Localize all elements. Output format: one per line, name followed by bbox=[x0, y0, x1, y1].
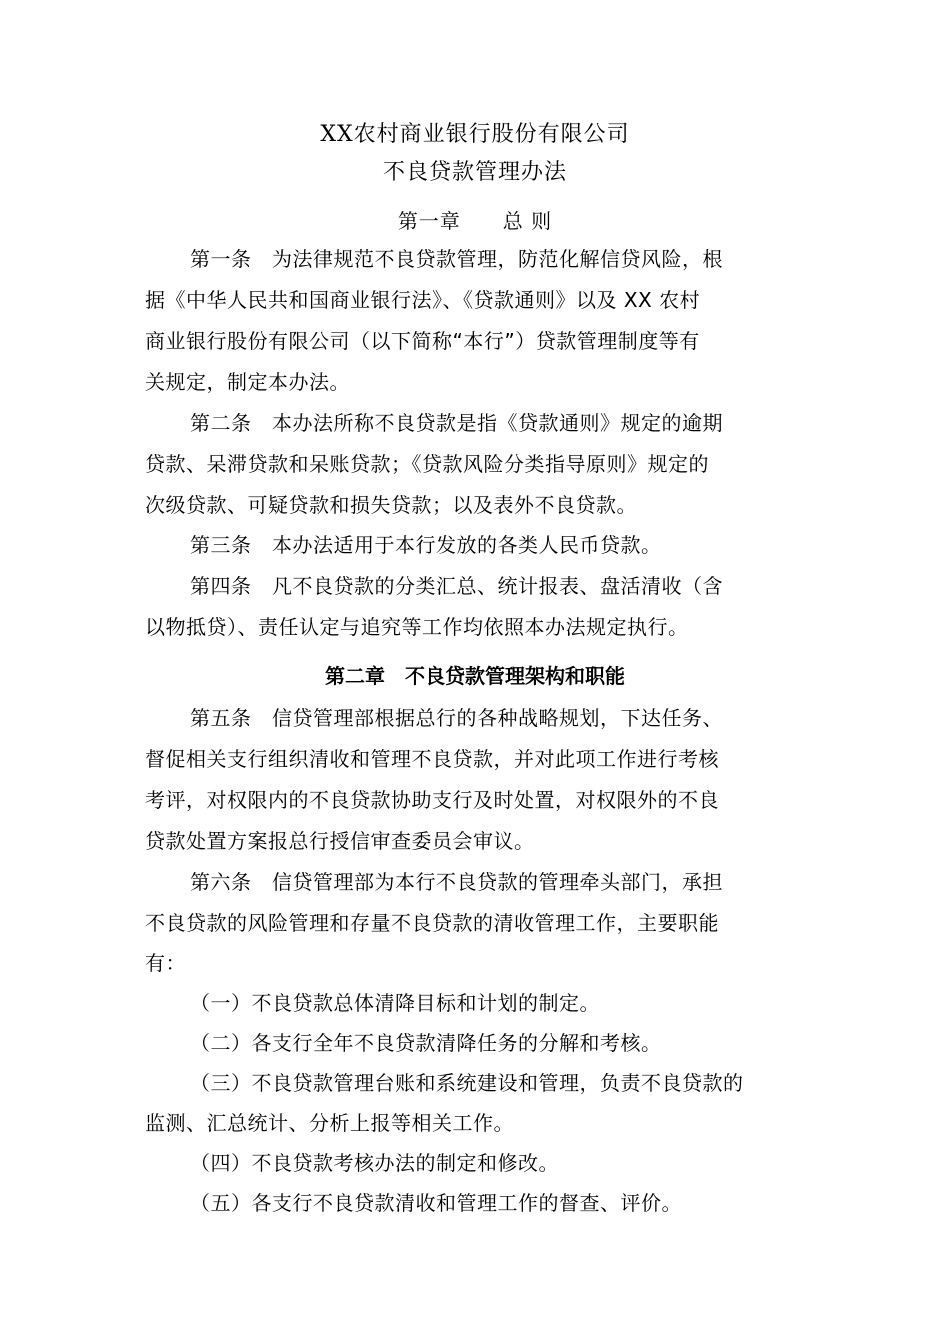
article-6-line-3: 有： bbox=[145, 951, 186, 975]
article-4-line-2: 以物抵贷）、责任认定与追究等工作均依照本办法规定执行。 bbox=[145, 615, 689, 639]
chapter-2-heading: 第二章 不良贷款管理架构和职能 bbox=[325, 664, 625, 688]
article-3-line-1: 第三条 本办法适用于本行发放的各类人民币贷款。 bbox=[190, 533, 662, 557]
article-6-line-2: 不良贷款的风险管理和存量不良贷款的清收管理工作，主要职能 bbox=[145, 911, 719, 935]
duty-item-1: （一）不良贷款总体清降目标和计划的制定。 bbox=[190, 991, 600, 1015]
article-1-line-1: 第一条 为法律规范不良贷款管理，防范化解信贷风险，根 bbox=[190, 247, 723, 271]
article-5-line-4: 贷款处置方案报总行授信审查委员会审议。 bbox=[145, 829, 535, 853]
duty-item-5: （五）各支行不良贷款清收和管理工作的督查、评价。 bbox=[190, 1191, 682, 1215]
duty-item-3-line-2: 监测、汇总统计、分析上报等相关工作。 bbox=[145, 1111, 514, 1135]
article-5-line-1: 第五条 信贷管理部根据总行的各种战略规划，下达任务、 bbox=[190, 706, 723, 730]
document-title-regulation: 不良贷款管理办法 bbox=[382, 160, 567, 185]
article-1-line-3: 商业银行股份有限公司（以下简称“本行”）贷款管理制度等有 bbox=[145, 329, 700, 353]
article-2-line-3: 次级贷款、可疑贷款和损失贷款；以及表外不良贷款。 bbox=[145, 493, 637, 517]
article-2-line-1: 第二条 本办法所称不良贷款是指《贷款通则》规定的逾期 bbox=[190, 411, 723, 435]
article-4-line-1: 第四条 凡不良贷款的分类汇总、统计报表、盘活清收（含 bbox=[190, 574, 723, 598]
document-title-bank: XX农村商业银行股份有限公司 bbox=[320, 122, 630, 147]
duty-item-2: （二）各支行全年不良贷款清降任务的分解和考核。 bbox=[190, 1031, 662, 1055]
article-5-line-3: 考评，对权限内的不良贷款协助支行及时处置，对权限外的不良 bbox=[145, 788, 719, 812]
article-5-line-2: 督促相关支行组织清收和管理不良贷款，并对此项工作进行考核 bbox=[145, 747, 719, 771]
article-6-line-1: 第六条 信贷管理部为本行不良贷款的管理牵头部门，承担 bbox=[190, 870, 723, 894]
duty-item-3-line-1: （三）不良贷款管理台账和系统建设和管理，负责不良贷款的 bbox=[190, 1071, 744, 1095]
duty-item-4: （四）不良贷款考核办法的制定和修改。 bbox=[190, 1151, 559, 1175]
chapter-1-heading: 第一章 总 则 bbox=[397, 209, 553, 233]
article-1-line-4: 关规定，制定本办法。 bbox=[145, 370, 350, 394]
article-1-line-2: 据《中华人民共和国商业银行法》、《贷款通则》以及 XX 农村 bbox=[145, 288, 701, 312]
article-2-line-2: 贷款、呆滞贷款和呆账贷款；《贷款风险分类指导原则》规定的 bbox=[145, 452, 709, 476]
